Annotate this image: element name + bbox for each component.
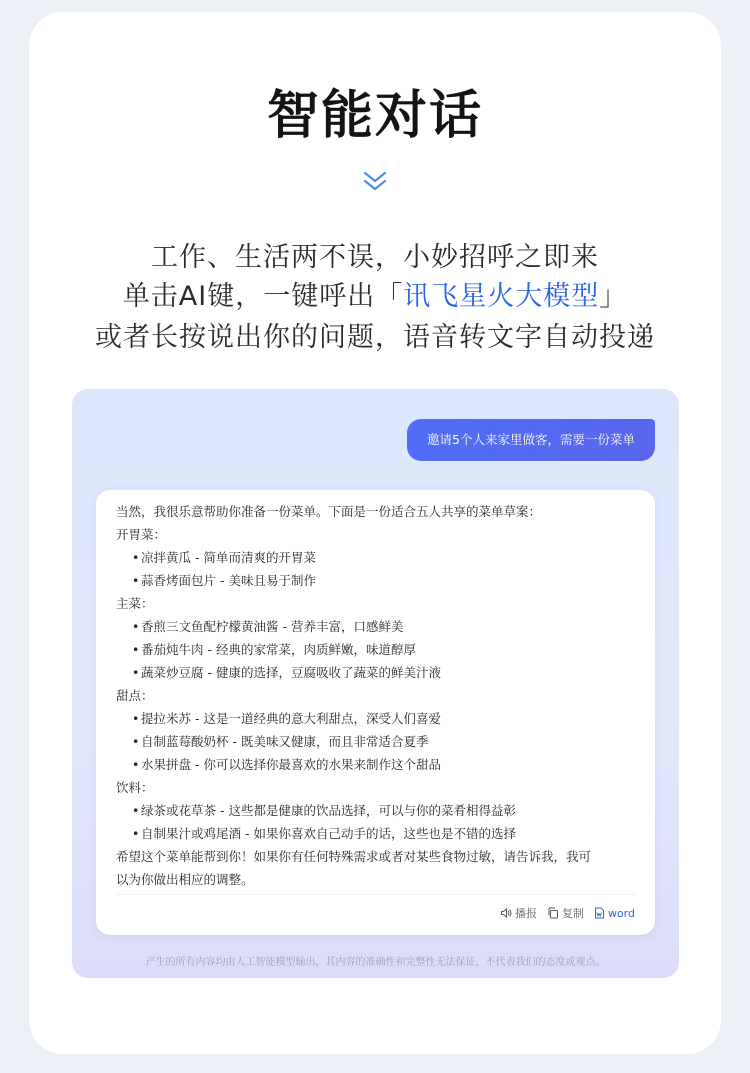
assistant-reply-bubble bbox=[96, 490, 655, 935]
speaker-icon bbox=[500, 907, 512, 919]
feature-card bbox=[29, 12, 721, 1054]
section-heading: 开胃菜： bbox=[116, 527, 167, 542]
chat-preview bbox=[72, 389, 679, 978]
word-label: word bbox=[607, 906, 635, 920]
word-doc-icon bbox=[594, 907, 605, 919]
page-title: 智能对话 bbox=[266, 86, 483, 146]
list-item: • 蔬菜炒豆腐 - 健康的选择，豆腐吸收了蔬菜的鲜美汁液 bbox=[116, 661, 641, 684]
reply-content bbox=[116, 500, 641, 891]
list-item: • 提拉米苏 - 这是一道经典的意大利甜点，深受人们喜爱 bbox=[116, 707, 641, 730]
subtitle-line-2-suffix: 」 bbox=[599, 281, 628, 312]
export-word-button[interactable] bbox=[594, 907, 635, 920]
list-item: • 自制果汁或鸡尾酒 - 如果你喜欢自己动手的话，这些也是不错的选择 bbox=[116, 822, 641, 845]
reply-actions bbox=[490, 904, 635, 922]
play-button[interactable] bbox=[500, 905, 537, 921]
list-item: • 番茄炖牛肉 - 经典的家常菜，肉质鲜嫩，味道醇厚 bbox=[116, 638, 641, 661]
copy-label: 复制 bbox=[561, 907, 584, 920]
section-heading: 甜点： bbox=[116, 688, 154, 703]
subtitle-line-2-prefix: 单击AI键，一键呼出「 bbox=[122, 281, 404, 312]
list-item: • 自制蓝莓酸奶杯 - 既美味又健康，而且非常适合夏季 bbox=[116, 730, 641, 753]
user-message-bubble: 邀请5个人来家里做客，需要一份菜单 bbox=[407, 419, 655, 461]
reply-outro-line-2: 以为你做出相应的调整。 bbox=[116, 872, 254, 887]
copy-icon bbox=[547, 907, 559, 919]
copy-button[interactable] bbox=[547, 905, 584, 921]
divider bbox=[116, 894, 635, 895]
ai-disclaimer: 产生的所有内容均由人工智能模型输出，其内容的准确性和完整性无法保证，不代表我们的态度或观点。 bbox=[145, 957, 606, 968]
double-chevron-down-icon bbox=[362, 168, 388, 194]
highlight-model-name: 讯飞星火大模型 bbox=[403, 281, 600, 312]
list-item: • 蒜香烤面包片 - 美味且易于制作 bbox=[116, 569, 641, 592]
list-item: • 凉拌黄瓜 - 简单而清爽的开胃菜 bbox=[116, 546, 641, 569]
list-item: • 水果拼盘 - 你可以选择你最喜欢的水果来制作这个甜品 bbox=[116, 753, 641, 776]
subtitle-line-1: 工作、生活两不误，小妙招呼之即来 bbox=[151, 242, 599, 273]
section-heading: 主菜： bbox=[116, 596, 154, 611]
reply-intro: 当然，我很乐意帮助你准备一份菜单。下面是一份适合五人共享的菜单草案： bbox=[116, 504, 542, 519]
play-label: 播报 bbox=[514, 907, 537, 920]
list-item: • 绿茶或花草茶 - 这些都是健康的饮品选择，可以与你的菜肴相得益彰 bbox=[116, 799, 641, 822]
subtitle-line-3: 或者长按说出你的问题，语音转文字自动投递 bbox=[95, 322, 655, 353]
list-item: • 香煎三文鱼配柠檬黄油酱 - 营养丰富，口感鲜美 bbox=[116, 615, 641, 638]
subtitle-line-2 bbox=[29, 277, 721, 317]
section-heading: 饮料： bbox=[116, 780, 154, 795]
reply-outro-line-1: 希望这个菜单能帮到你！如果你有任何特殊需求或者对某些食物过敏，请告诉我，我可 bbox=[116, 849, 592, 864]
